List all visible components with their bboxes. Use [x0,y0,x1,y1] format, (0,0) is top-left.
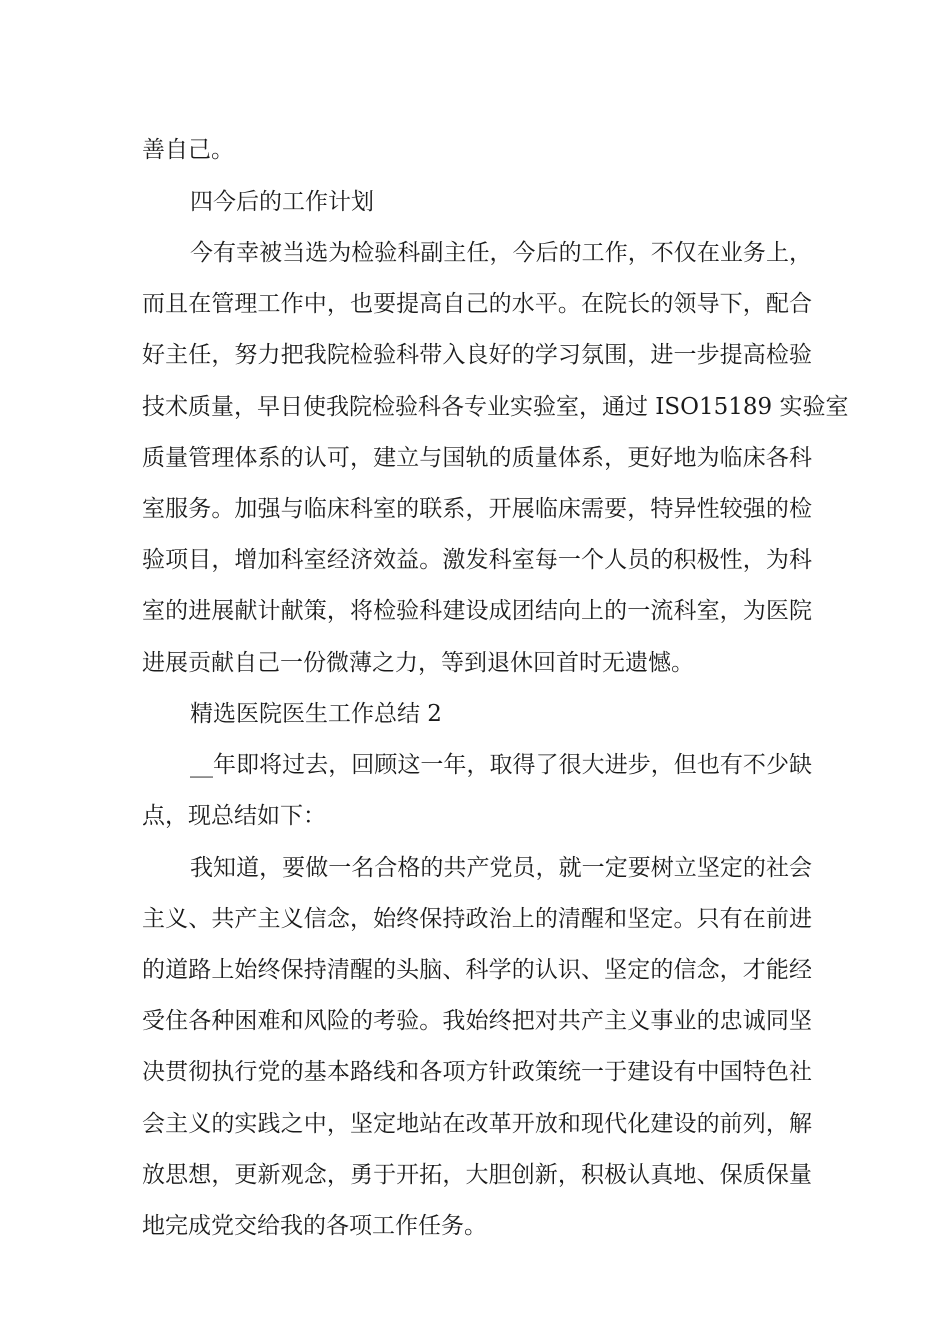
paragraph-line: 质量管理体系的认可，建立与国轨的质量体系，更好地为临床各科 [142,445,812,471]
paragraph-line: 的道路上始终保持清醒的头脑、科学的认识、坚定的信念，才能经 [142,957,812,983]
paragraph-line: 而且在管理工作中，也要提高自己的水平。在院长的领导下，配合 [142,291,812,317]
paragraph-line: 我知道，要做一名合格的共产党员，就一定要树立坚定的社会 [190,855,812,881]
paragraph-line: 验项目，增加科室经济效益。激发科室每一个人员的积极性，为科 [142,547,812,573]
section-heading: 四今后的工作计划 [190,189,374,215]
paragraph-line: __年即将过去，回顾这一年，取得了很大进步，但也有不少缺 [190,752,812,778]
section-heading: 精选医院医生工作总结 2 [190,701,442,727]
paragraph-line: 决贯彻执行党的基本路线和各项方针政策统一于建设有中国特色社 [142,1059,812,1085]
paragraph-line: 技术质量，早日使我院检验科各专业实验室，通过 ISO15189 实验室 [142,394,849,420]
paragraph-line: 放思想，更新观念，勇于开拓，大胆创新，积极认真地、保质保量 [142,1162,812,1188]
paragraph-line: 地完成党交给我的各项工作任务。 [142,1213,487,1239]
paragraph-line: 受住各种困难和风险的考验。我始终把对共产主义事业的忠诚同坚 [142,1008,812,1034]
paragraph-line: 会主义的实践之中，坚定地站在改革开放和现代化建设的前列，解 [142,1111,812,1137]
paragraph-line: 今有幸被当选为检验科副主任，今后的工作，不仅在业务上， [190,240,812,266]
paragraph-line: 点，现总结如下： [142,803,326,829]
paragraph-line: 主义、共产主义信念，始终保持政治上的清醒和坚定。只有在前进 [142,906,812,932]
paragraph-line: 善自己。 [142,137,234,163]
paragraph-line: 室的进展献计献策，将检验科建设成团结向上的一流科室，为医院 [142,598,812,624]
paragraph-line: 室服务。加强与临床科室的联系，开展临床需要，特异性较强的检 [142,496,812,522]
paragraph-line: 进展贡献自己一份微薄之力，等到退休回首时无遗憾。 [142,650,694,676]
paragraph-line: 好主任，努力把我院检验科带入良好的学习氛围，进一步提高检验 [142,342,812,368]
